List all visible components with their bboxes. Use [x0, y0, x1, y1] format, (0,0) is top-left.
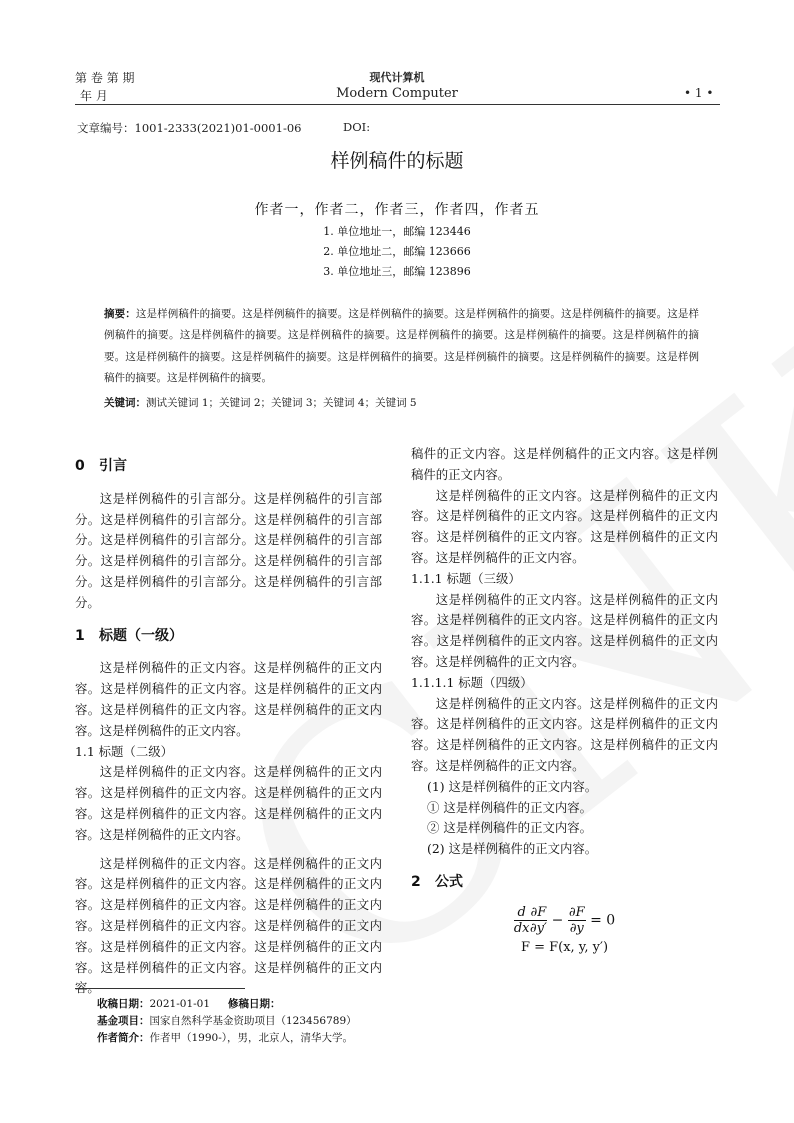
list-item-1: (1) 这是样例稿件的正文内容。: [427, 778, 598, 794]
affiliation-1: 1. 单位地址一，邮编 123446: [323, 225, 471, 238]
section-2-heading: 2 公式: [411, 873, 463, 890]
footnote-fund: 基金项目：国家自然科学基金资助项目（123456789）: [97, 1015, 357, 1027]
section-1-heading: 1 标题（一级）: [75, 627, 183, 644]
paper-title: 样例稿件的标题: [330, 150, 464, 172]
footnote-author: 作者简介：作者甲（1990-），男，北京人，清华大学。: [97, 1032, 354, 1044]
right-column: [411, 444, 718, 959]
section-1-1-1-1-heading: 1.1.1.1 标题（四级）: [411, 674, 533, 690]
right-paragraph-1: 这是样例稿件的正文内容。这是样例稿件的正文内容。这是样例稿件的正文内容。这是样例稿件的正文内容。这是样例稿件的正文内容。这是样例稿件的正文内容。这是样例稿件的正文内容。: [411, 487, 718, 565]
section-1-1-1-1-paragraph: 这是样例稿件的正文内容。这是样例稿件的正文内容。这是样例稿件的正文内容。这是样例稿件的正文内容。这是样例稿件的正文内容。这是样例稿件的正文内容。这是样例稿件的正文内容。: [411, 695, 718, 773]
left-column: [75, 456, 382, 999]
frac-dF-dy-prime: $\frac{\partial F}{\partial y'}$: [529, 904, 547, 936]
keywords-text: 测试关键词 1；关键词 2；关键词 3；关键词 4；关键词 5: [146, 397, 417, 409]
abstract-label: 摘要：: [104, 308, 136, 320]
section-0-paragraph: 这是样例稿件的引言部分。这是样例稿件的引言部分。这是样例稿件的引言部分。这是样例稿件的引言部分。这是样例稿件的引言部分。这是样例稿件的引言部分。这是样例稿件的引言部分。这是样例稿件的引言部分。这是样例稿件的引言部分。这是样例稿件的引言部分。: [75, 490, 382, 610]
header-rule: [75, 104, 720, 105]
affiliation-3: 3. 单位地址三，邮编 123896: [323, 265, 471, 278]
article-number: 文章编号：1001-2333(2021)01-0001-06: [77, 121, 302, 135]
footnote-rule: [75, 988, 245, 989]
footnote-dates: 收稿日期：2021-01-01 修稿日期：: [97, 998, 281, 1010]
continued-paragraph: 稿件的正文内容。这是样例稿件的正文内容。这是样例稿件的正文内容。: [411, 446, 718, 482]
frac-d-dx: $\frac{d}{dx}$: [513, 904, 530, 936]
section-1-1-heading: 1.1 标题（二级）: [75, 743, 173, 759]
list-item-4: (2) 这是样例稿件的正文内容。: [427, 841, 598, 857]
frac-dF-dy: $\frac{\partial F}{\partial y}$: [568, 904, 585, 936]
abstract: [104, 304, 699, 390]
section-1-1-paragraph-2: 这是样例稿件的正文内容。这是样例稿件的正文内容。这是样例稿件的正文内容。这是样例稿件的正文内容。这是样例稿件的正文内容。这是样例稿件的正文内容。这是样例稿件的正文内容。这是样例稿件的正文内容。这是样例稿件的正文内容。这是样例稿件的正文内容。这是样例稿件的正文内容。这是样例稿件的正文内容。: [75, 855, 382, 996]
page-number: • 1 •: [684, 86, 714, 100]
section-1-1-paragraph-1: 这是样例稿件的正文内容。这是样例稿件的正文内容。这是样例稿件的正文内容。这是样例稿件的正文内容。这是样例稿件的正文内容。这是样例稿件的正文内容。这是样例稿件的正文内容。: [75, 764, 382, 842]
section-1-paragraph: 这是样例稿件的正文内容。这是样例稿件的正文内容。这是样例稿件的正文内容。这是样例稿件的正文内容。这是样例稿件的正文内容。这是样例稿件的正文内容。这是样例稿件的正文内容。: [75, 660, 382, 738]
keywords-label: 关键词：: [104, 397, 146, 409]
doi: DOI:: [343, 120, 371, 134]
equation-1: $\frac{d}{dx}$ $\frac{\partial F}{\partial y'}$ − $\frac{\partial F}{\partial y}$ = 0: [513, 904, 616, 936]
abstract-text: 这是样例稿件的摘要。这是样例稿件的摘要。这是样例稿件的摘要。这是样例稿件的摘要。这是样例稿件的摘要。这是样例稿件的摘要。这是样例稿件的摘要。这是样例稿件的摘要。这是样例稿件的摘要。这是样例稿件的摘要。这是样例稿件的摘要。这是样例稿件的摘要。这是样例稿件的摘要。这是样例稿件的摘要。这是样例稿件的摘要。这是样例稿件的摘要。这是样例稿件的摘要。这是样例稿件的摘要。: [104, 308, 700, 385]
section-1-1-1-heading: 1.1.1 标题（三级）: [411, 570, 521, 586]
list-item-2: ① 这是样例稿件的正文内容。: [427, 799, 593, 815]
authors: 作者一，作者二，作者三，作者四，作者五: [254, 202, 540, 218]
journal-name-cn: 现代计算机: [369, 71, 425, 84]
journal-name-en: Modern Computer: [336, 86, 458, 101]
keywords: [104, 395, 417, 410]
affiliation-2: 2. 单位地址二，邮编 123666: [323, 245, 471, 258]
equation-2: F = F(x, y, y′): [520, 939, 609, 955]
volume-issue: 第 卷 第 期: [75, 71, 135, 85]
year-month: 年 月: [80, 89, 108, 103]
list-item-3: ② 这是样例稿件的正文内容。: [427, 820, 593, 836]
section-0-heading: 0 引言: [75, 458, 127, 474]
section-1-1-1-paragraph: 这是样例稿件的正文内容。这是样例稿件的正文内容。这是样例稿件的正文内容。这是样例稿件的正文内容。这是样例稿件的正文内容。这是样例稿件的正文内容。这是样例稿件的正文内容。: [411, 591, 718, 669]
